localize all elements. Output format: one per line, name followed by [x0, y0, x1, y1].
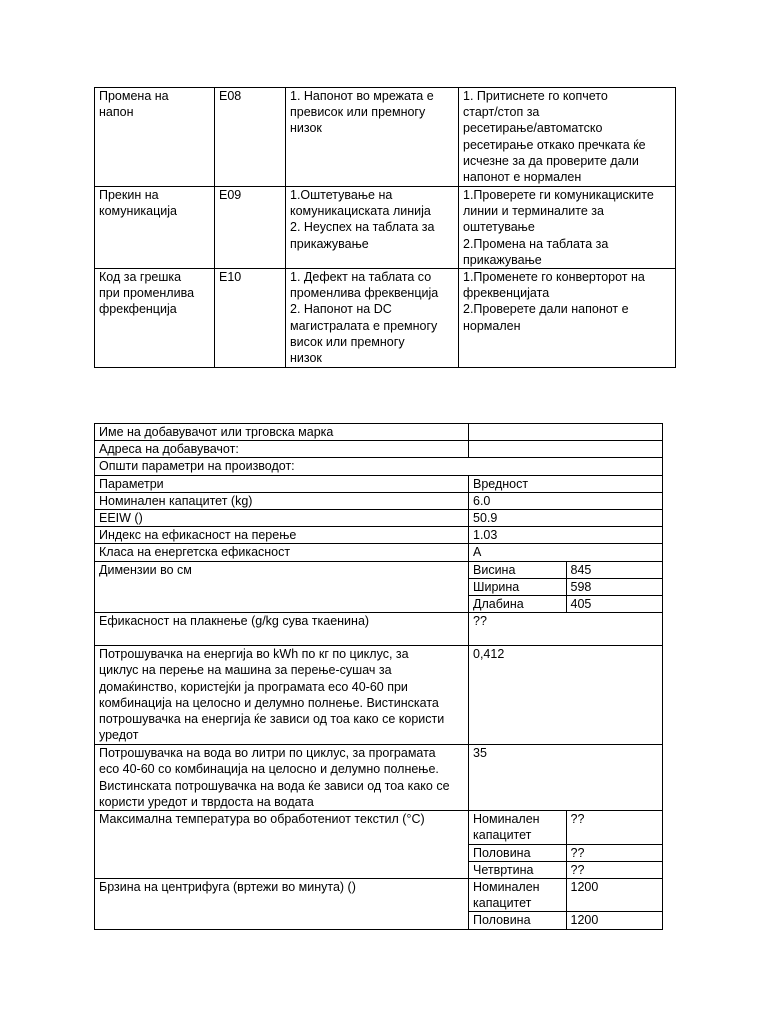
energy-consumption-value: 0,412	[469, 646, 663, 745]
error-name-cell: Промена на напон	[95, 88, 215, 187]
column-header-params: Параметри	[95, 475, 469, 492]
supplier-address-label: Адреса на добавувачот:	[95, 441, 469, 458]
depth-value: 405	[570, 597, 592, 612]
error-codes-table	[94, 87, 676, 368]
depth-label: Длабина	[469, 596, 566, 613]
error-solution-cell: 1. Притиснете го копчето старт/стоп за ресетирање/автоматско ресетирање откако пречката ќе исчезне за да проверите дали напонот е нормален	[459, 88, 676, 187]
table-header-row	[95, 475, 663, 492]
height-value: 845	[566, 562, 662, 579]
supplier-name-value	[469, 424, 663, 441]
error-cause-cell: 1. Дефект на таблата со променлива фреквенција 2. Напонот на DC магистралата е премногу висок или премногу низок	[286, 269, 459, 368]
max-temp-quarter-value: ??	[570, 862, 585, 877]
product-info-table	[94, 423, 663, 930]
spin-half-value: 1200	[570, 913, 599, 928]
rinse-efficiency-value: ??	[469, 613, 663, 646]
general-params-heading: Општи параметри на производот:	[95, 458, 663, 475]
column-header-value: Вредност	[469, 475, 663, 492]
table-row	[95, 88, 676, 187]
table-row	[95, 510, 663, 527]
dimensions-subtable	[469, 562, 662, 613]
wash-index-label: Индекс на ефикасност на перење	[95, 527, 469, 544]
table-row	[95, 492, 663, 509]
supplier-address-value	[469, 441, 663, 458]
table-row	[95, 458, 663, 475]
table-row	[95, 269, 676, 368]
spin-rated-value: 1200	[566, 879, 662, 912]
half-label: Половина	[469, 844, 566, 861]
error-solution-cell: 1.Проверете ги комуникациските линии и терминалите за оштетување 2.Промена на таблата за прикажување	[459, 187, 676, 269]
rinse-efficiency-label: Ефикасност на плакнење (g/kg сува ткаенина)	[95, 613, 469, 646]
table-row	[469, 844, 662, 861]
error-cause-cell: 1. Напонот во мрежата е превисок или премногу низок	[286, 88, 459, 187]
max-temp-half-value: ??	[566, 844, 662, 861]
table-row	[469, 562, 662, 579]
table-row	[95, 879, 663, 930]
table-row	[95, 441, 663, 458]
spin-speed-subtable	[469, 879, 662, 929]
rated-capacity-label: Номинален капацитет (kg)	[95, 492, 469, 509]
table-row	[469, 811, 662, 844]
error-solution-cell: 1.Променете го конверторот на фреквенцијата 2.Проверете дали напонот е нормален	[459, 269, 676, 368]
max-temperature-label: Максимална температура во обработениот текстил (°C)	[95, 811, 469, 879]
error-name-cell: Прекин на комуникација	[95, 187, 215, 269]
table-row	[95, 561, 663, 613]
half-label: Половина	[469, 912, 566, 929]
quarter-label: Четвртина	[469, 861, 566, 878]
table-row	[95, 527, 663, 544]
table-row	[469, 578, 662, 595]
error-name-cell: Код за грешка при променлива фрекфенција	[95, 269, 215, 368]
rated-capacity-value: 6.0	[469, 492, 663, 509]
height-label: Висина	[469, 562, 566, 579]
table-row	[95, 613, 663, 646]
max-temperature-values	[469, 811, 663, 879]
table-row	[469, 596, 662, 613]
rated-capacity-sub-label: Номинален капацитет	[469, 879, 566, 912]
table-row	[95, 646, 663, 745]
energy-consumption-label: Потрошувачка на енергија во kWh по кг по циклус, за циклус на перење на машина за перење-сушач за домаќинство, користејќи ја програмата eco 40-60 при комбинација на целосно и делумно полнење. Вистинската потрошувачка на енергија ќе зависи од тоа како се користи уредот	[95, 646, 469, 745]
spin-speed-values	[469, 879, 663, 930]
table-row	[95, 745, 663, 811]
dimensions-values	[469, 561, 663, 613]
table-row	[469, 912, 662, 929]
table-row	[95, 424, 663, 441]
supplier-name-label: Име на добавувачот или трговска марка	[95, 424, 469, 441]
table-row	[95, 544, 663, 561]
error-cause-cell: 1.Оштетување на комуникациската линија 2. Неуспех на таблата за прикажување	[286, 187, 459, 269]
error-code-cell: E09	[215, 187, 286, 269]
eeiw-label: EEIW ()	[95, 510, 469, 527]
table-row	[95, 811, 663, 879]
error-code-cell: E10	[215, 269, 286, 368]
rated-capacity-sub-label: Номинален капацитет	[469, 811, 566, 844]
max-temp-rated-value: ??	[566, 811, 662, 844]
dimensions-label: Димензии во см	[95, 561, 469, 613]
spin-speed-label: Брзина на центрифуга (вртежи во минута) ()	[95, 879, 469, 930]
energy-class-label: Класа на енергетска ефикасност	[95, 544, 469, 561]
max-temperature-subtable	[469, 811, 662, 878]
table-row	[95, 187, 676, 269]
water-consumption-label: Потрошувачка на вода во литри по циклус, за програмата eco 40-60 со комбинација на целосно и делумно полнење. Вистинската потрошувачка на вода ќе зависи од тоа како се користи уредот и тврдоста на водата	[95, 745, 469, 811]
wash-index-value: 1.03	[469, 527, 663, 544]
width-label: Ширина	[469, 578, 566, 595]
width-value: 598	[566, 578, 662, 595]
table-row	[469, 861, 662, 878]
energy-class-value: A	[469, 544, 663, 561]
eeiw-value: 50.9	[469, 510, 663, 527]
table-row	[469, 879, 662, 912]
water-consumption-value: 35	[469, 745, 663, 811]
error-code-cell: E08	[215, 88, 286, 187]
